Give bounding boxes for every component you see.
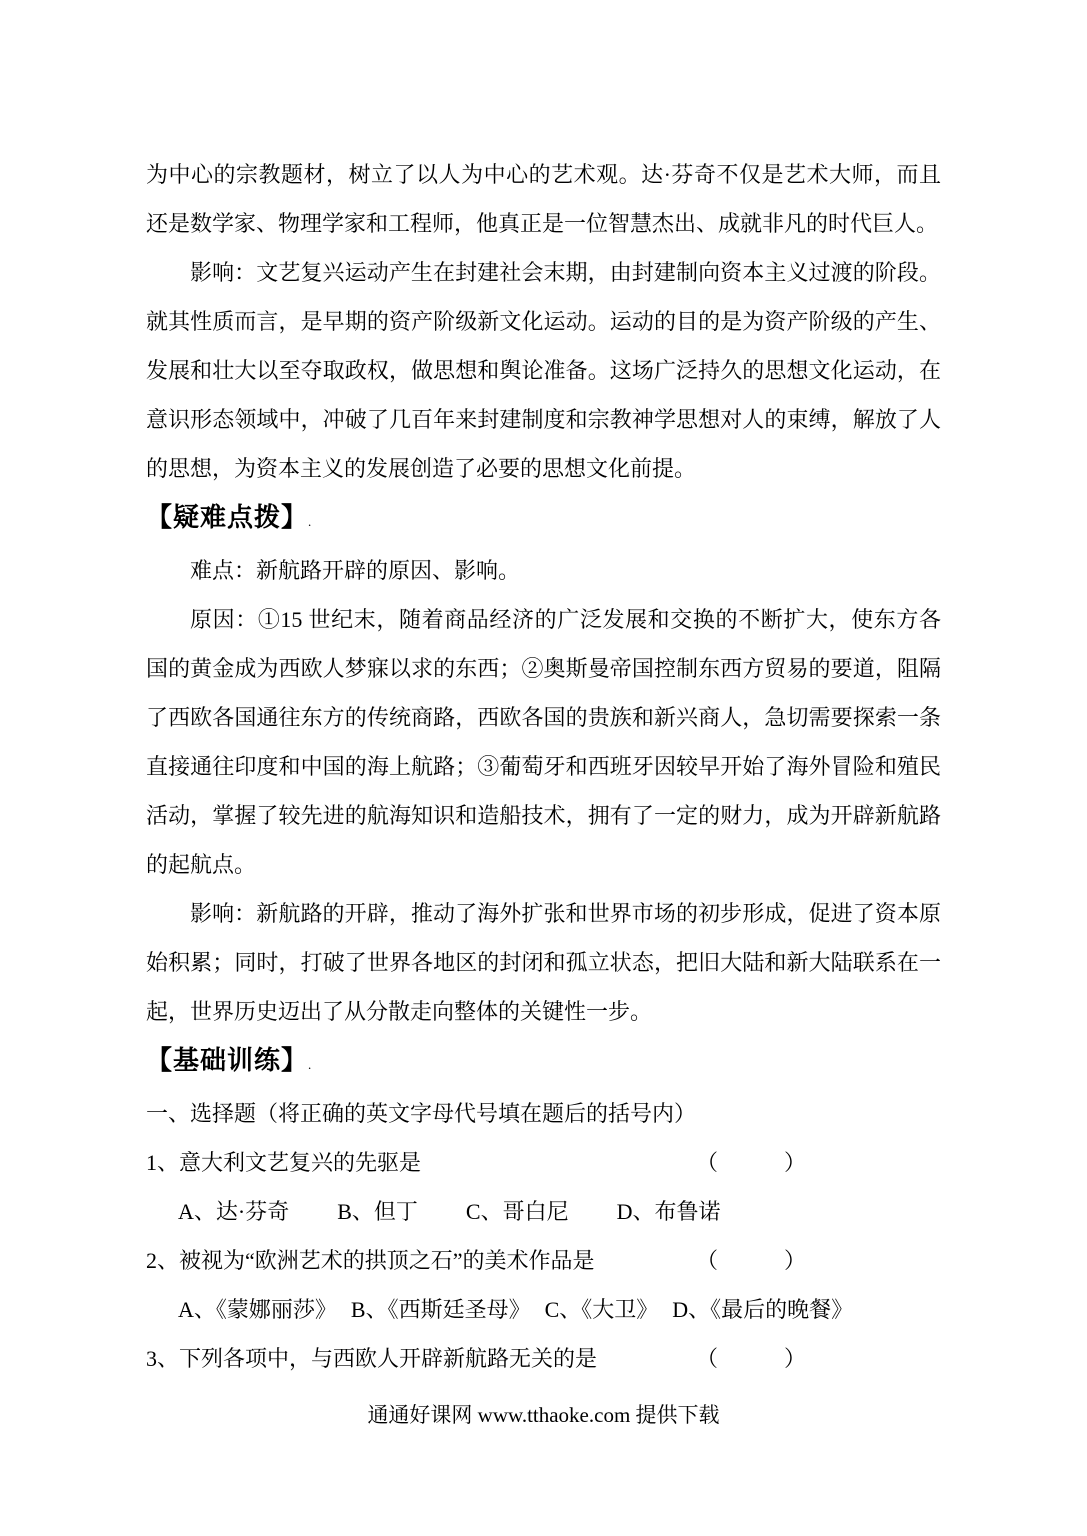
option-a: A、达·芬奇 bbox=[178, 1199, 290, 1224]
option-b: B、《西斯廷圣母》 bbox=[350, 1297, 531, 1322]
question-1-text: 1、意大利文艺复兴的先驱是 bbox=[146, 1150, 422, 1175]
option-d: D、布鲁诺 bbox=[616, 1199, 721, 1224]
question-3-text: 3、下列各项中，与西欧人开辟新航路无关的是 bbox=[146, 1346, 598, 1371]
heading-trailing-dot: . bbox=[308, 1057, 312, 1072]
heading-trailing-dot: . bbox=[308, 514, 312, 529]
document-body bbox=[146, 150, 941, 1383]
option-b: B、但丁 bbox=[337, 1199, 418, 1224]
question-2-answer-bracket: （ ） bbox=[696, 1248, 807, 1273]
paragraph-reasons: 原因：①15 世纪末，随着商品经济的广泛发展和交换的不断扩大，使东方各国的黄金成为西欧人梦寐以求的东西；②奥斯曼帝国控制东西方贸易的要道，阻隔了西欧各国通往东方的传统商路，西欧各国的贵族和新兴商人，急切需要探索一条直接通往印度和中国的海上航路；③葡萄牙和西班牙因较早开始了海外冒险和殖民活动，掌握了较先进的航海知识和造船技术，拥有了一定的财力，成为开辟新航路的起航点。 bbox=[146, 607, 941, 877]
heading-difficult-points-label: 【疑难点拨】 bbox=[146, 503, 309, 532]
option-c: C、《大卫》 bbox=[544, 1297, 659, 1322]
footer-watermark: 通通好课网 www.tthaoke.com 提供下载 bbox=[367, 1403, 720, 1427]
question-1 bbox=[146, 1138, 941, 1187]
question-3 bbox=[146, 1334, 941, 1383]
question-1-options bbox=[146, 1187, 941, 1236]
heading-basic-training-label: 【基础训练】 bbox=[146, 1046, 309, 1075]
question-2-text: 2、被视为“欧洲艺术的拱顶之石”的美术作品是 bbox=[146, 1248, 595, 1273]
paragraph-difficulty: 难点：新航路开辟的原因、影响。 bbox=[190, 558, 521, 583]
question-3-answer-bracket: （ ） bbox=[696, 1346, 807, 1371]
paragraph-renaissance-continuation: 为中心的宗教题材，树立了以人为中心的艺术观。达·芬奇不仅是艺术大师，而且还是数学家、物理学家和工程师，他真正是一位智慧杰出、成就非凡的时代巨人。 bbox=[146, 162, 941, 236]
option-c: C、哥白尼 bbox=[465, 1199, 569, 1224]
section-choice-intro: 一、选择题（将正确的英文字母代号填在题后的括号内） bbox=[146, 1101, 697, 1126]
option-a: A、《蒙娜丽莎》 bbox=[178, 1297, 337, 1322]
paragraph-renaissance-impact: 影响：文艺复兴运动产生在封建社会末期，由封建制向资本主义过渡的阶段。就其性质而言，是早期的资产阶级新文化运动。运动的目的是为资产阶级的产生、发展和壮大以至夺取政权，做思想和舆论准备。这场广泛持久的思想文化运动，在意识形态领域中，冲破了几百年来封建制度和宗教神学思想对人的束缚，解放了人的思想，为资本主义的发展创造了必要的思想文化前提。 bbox=[146, 260, 941, 481]
heading-basic-training bbox=[146, 1036, 941, 1089]
option-d: D、《最后的晚餐》 bbox=[672, 1297, 854, 1322]
heading-difficult-points bbox=[146, 493, 941, 546]
question-2 bbox=[146, 1236, 941, 1285]
question-1-answer-bracket: （ ） bbox=[696, 1150, 807, 1175]
paragraph-newroute-impact: 影响：新航路的开辟，推动了海外扩张和世界市场的初步形成，促进了资本原始积累；同时，打破了世界各地区的封闭和孤立状态，把旧大陆和新大陆联系在一起，世界历史迈出了从分散走向整体的关键性一步。 bbox=[146, 901, 941, 1024]
question-2-options bbox=[146, 1285, 941, 1334]
